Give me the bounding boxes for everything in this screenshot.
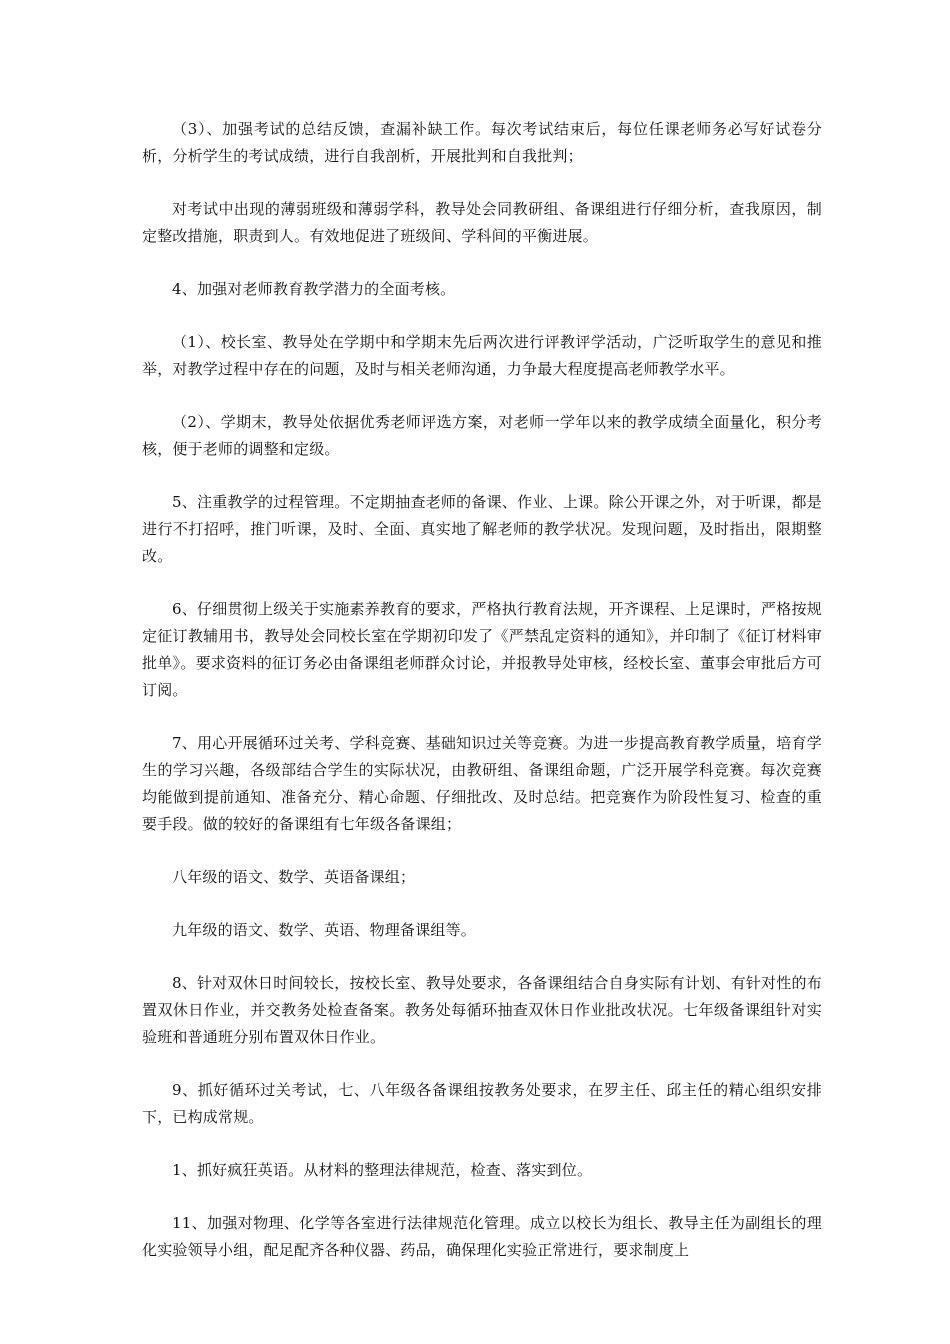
paragraph-weak-classes: 对考试中出现的薄弱班级和薄弱学科，教导处会同教研组、备课组进行仔细分析，查我原因，制定整改措施，职责到人。有效地促进了班级间、学科间的平衡进展。 [142,200,822,245]
paragraph-grade-eight-groups: 八年级的语文、数学、英语备课组； [172,868,416,886]
paragraph-lab-management: 11、加强对物理、化学等各室进行法律规范化管理。成立以校长为组长、教导主任为副组长的理化实验领导小组，配足配齐各种仪器、药品，确保理化实验正常进行，要求制度上 [142,1214,822,1259]
paragraph-teacher-assessment: 4、加强对老师教育教学潜力的全面考核。 [172,280,456,298]
paragraph-weekend-homework: 8、针对双休日时间较长，按校长室、教导处要求，各备课组结合自身实际有计划、有针对性的布置双休日作业，并交教务处检查备案。教务处每循环抽查双休日作业批改状况。七年级备课组针对实验班和普通班分别布置双休日作业。 [142,974,822,1046]
paragraph-term-end-review: （2）、学期末，教导处依据优秀老师评选方案，对老师一学年以来的教学成绩全面量化，积分考核，便于老师的调整和定级。 [142,413,822,458]
paragraph-teaching-evaluation: （1）、校长室、教导处在学期中和学期末先后两次进行评教评学活动，广泛听取学生的意见和推举，对教学过程中存在的问题，及时与相关老师沟通，力争最大程度提高老师教学水平。 [142,333,822,378]
paragraph-process-management: 5、注重教学的过程管理。不定期抽查老师的备课、作业、上课。除公开课之外，对于听课，都是进行不打招呼，推门听课，及时、全面、真实地了解老师的教学状况。发现问题，及时指出，限期整改。 [142,493,822,565]
paragraph-quality-education: 6、仔细贯彻上级关于实施素养教育的要求，严格执行教育法规，开齐课程、上足课时，严格按规定征订教辅用书，教导处会同校长室在学期初印发了《严禁乱定资料的通知》，并印制了《征订材料审批单》。要求资料的征订务必由备课组老师群众讨论，并报教导处审核，经校长室、董事会审批后方可订阅。 [142,600,822,699]
paragraph-cycle-exams: 9、抓好循环过关考试，七、八年级各备课组按教务处要求，在罗主任、邱主任的精心组织安排下，已构成常规。 [142,1081,822,1126]
paragraph-competitions: 7、用心开展循环过关考、学科竞赛、基础知识过关等竞赛。为进一步提高教育教学质量，培育学生的学习兴趣，各级部结合学生的实际状况，由教研组、备课组命题，广泛开展学科竞赛。每次竞赛均能做到提前通知、准备充分、精心命题、仔细批改、及时总结。把竞赛作为阶段性复习、检查的重要手段。做的较好的备课组有七年级各备课组； [142,734,822,833]
paragraph-exam-feedback: （3）、加强考试的总结反馈，查漏补缺工作。每次考试结束后，每位任课老师务必写好试卷分析，分析学生的考试成绩，进行自我剖析，开展批判和自我批判； [142,120,822,165]
paragraph-grade-nine-groups: 九年级的语文、数学、英语、物理备课组等。 [172,921,477,939]
paragraph-crazy-english: 1、抓好疯狂英语。从材料的整理法律规范，检查、落实到位。 [172,1161,593,1179]
document-page [142,116,822,1290]
